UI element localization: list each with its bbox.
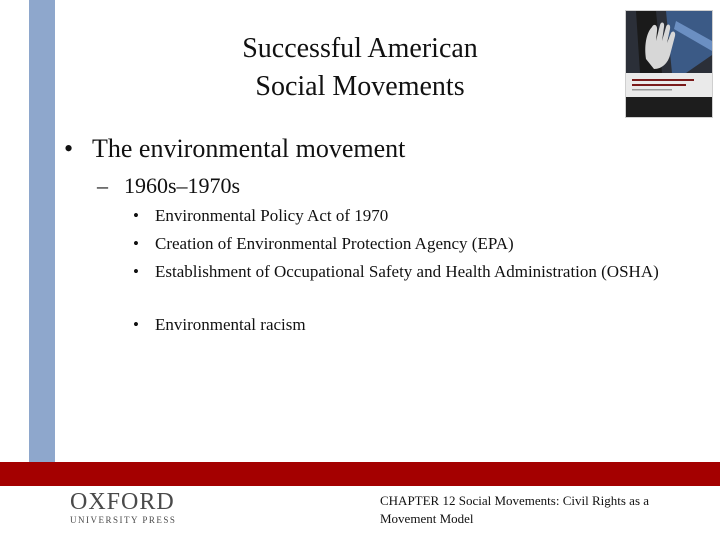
cover-artwork: [626, 11, 712, 73]
publisher-logo-main: OXFORD: [70, 489, 175, 515]
publisher-logo: [70, 490, 180, 526]
bullet-level-3-item: [133, 313, 693, 337]
bullet-level-2: [97, 172, 240, 200]
sub-sub-bullet-text: Environmental Policy Act of 1970: [155, 206, 389, 225]
sub-sub-bullet-text: Creation of Environmental Protection Agency (EPA): [155, 234, 514, 253]
sub-sub-bullet-text: Environmental racism: [155, 315, 306, 334]
bullet-level-3-item: [133, 204, 693, 228]
slide-title-line-2: Social Movements: [255, 71, 465, 102]
bullet-marker: •: [133, 315, 139, 334]
cover-photo-strip: [626, 97, 712, 117]
sub-sub-bullet-text: Establishment of Occupational Safety and Health Administration (OSHA): [155, 262, 659, 281]
bullet-level-1: [64, 133, 405, 165]
bullet-level-3-item: [133, 260, 693, 284]
bullet-marker: •: [133, 206, 139, 225]
left-accent-bar: [29, 0, 55, 462]
dash-marker: –: [97, 173, 108, 198]
bullet-marker: •: [133, 234, 139, 253]
bullet-level-3-item: [133, 232, 693, 256]
slide-title: [160, 30, 560, 106]
sub-bullet-text: 1960s–1970s: [124, 173, 241, 198]
bullet-marker: •: [64, 134, 74, 163]
book-cover-icon: [625, 10, 713, 118]
slide-title-line-1: Successful American: [242, 33, 478, 64]
publisher-logo-sub: UNIVERSITY PRESS: [70, 515, 177, 525]
bullet-text: The environmental movement: [92, 134, 406, 163]
bullet-marker: •: [133, 262, 139, 281]
bottom-accent-band: [0, 462, 720, 486]
chapter-footer-text: CHAPTER 12 Social Movements: Civil Rights as a Movement Model: [380, 493, 650, 526]
